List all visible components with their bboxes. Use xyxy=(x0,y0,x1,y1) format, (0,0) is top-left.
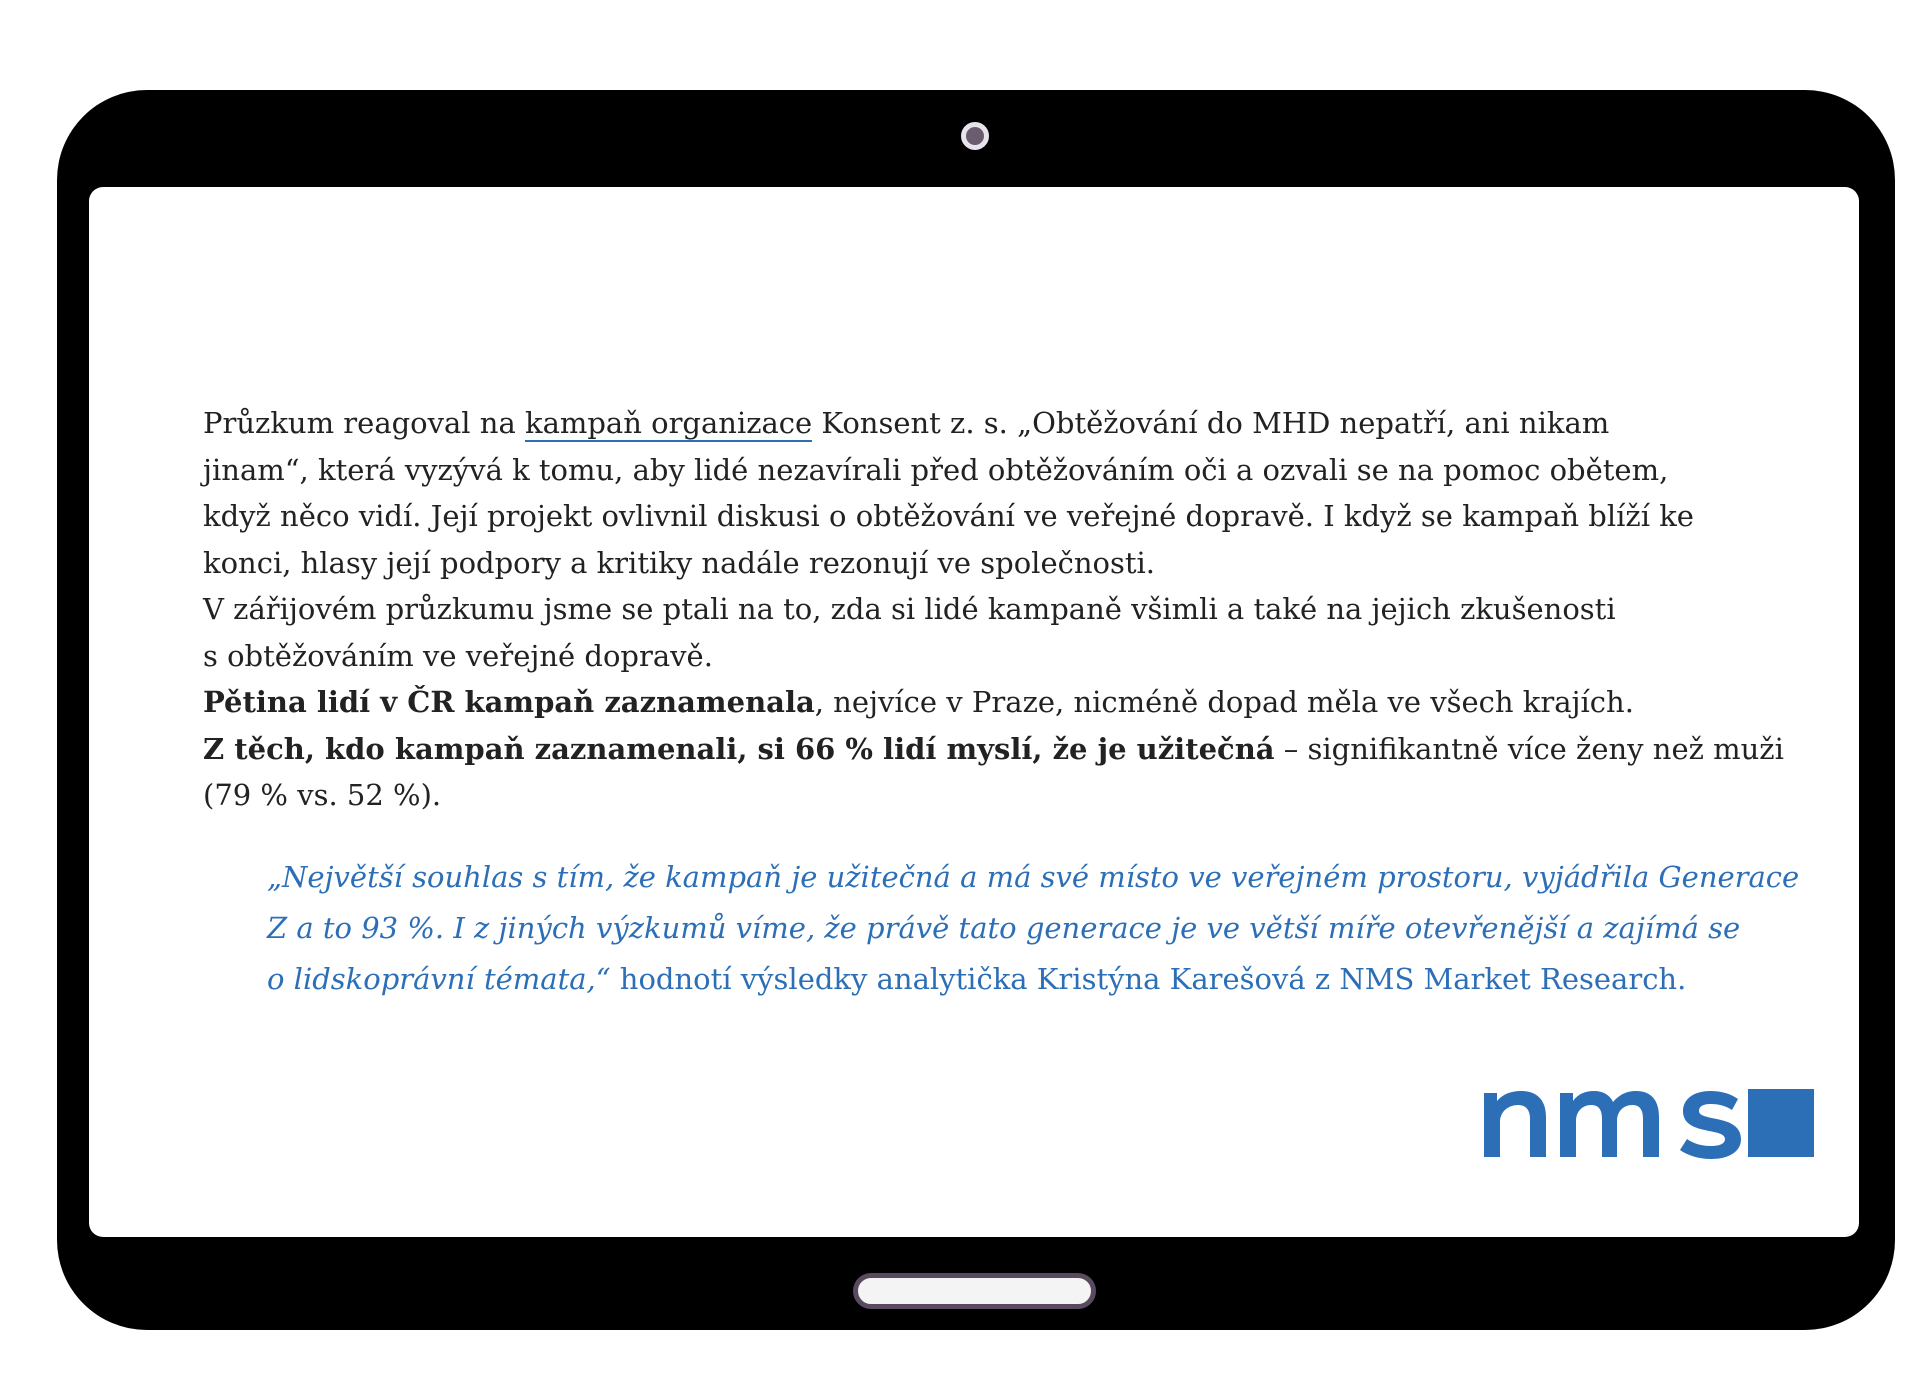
logo-square xyxy=(1748,1089,1814,1157)
nms-logo xyxy=(1484,1079,1814,1161)
quote-italic: o lidskoprávní témata,“ xyxy=(267,962,611,996)
logo-letter-n xyxy=(1484,1091,1546,1157)
paragraph-line xyxy=(203,679,1763,726)
paragraph-awareness xyxy=(203,679,1763,726)
quote-line: „Největší souhlas s tím, že kampaň je užitečná a má své místo ve veřejném prostoru, vyjádřila Generace xyxy=(267,860,1800,894)
paragraph-usefulness xyxy=(203,726,1784,819)
paragraph-line xyxy=(203,726,1784,773)
paragraph-line: V zářijovém průzkumu jsme se ptali na to, zda si lidé kampaně všimli a také na jejich zkušenosti xyxy=(203,592,1616,626)
text-fragment: , nejvíce v Praze, nicméně dopad měla ve všech krajích. xyxy=(814,685,1634,719)
logo-letter-s xyxy=(1680,1091,1741,1159)
text-fragment: – signifikantně více ženy než muži xyxy=(1274,731,1784,766)
text-fragment: Průzkum reagoval na xyxy=(203,406,525,440)
camera-icon xyxy=(961,122,989,150)
bold-highlight: Z těch, kdo kampaň zaznamenali, si 66 % lidí myslí, že je užitečná xyxy=(203,731,1275,766)
paragraph-line: když něco vidí. Její projekt ovlivnil diskusi o obtěžování ve veřejné dopravě. I když se kampaň blíží ke xyxy=(203,499,1694,533)
quote-line xyxy=(267,954,1737,1005)
logo-letter-m xyxy=(1560,1091,1659,1157)
tablet-screen xyxy=(89,187,1859,1237)
quote-attribution: hodnotí výsledky analytička Kristýna Karešová z NMS Market Research. xyxy=(610,962,1687,996)
paragraph-survey xyxy=(203,586,1763,679)
text-fragment: Konsent z. s. „Obtěžování do MHD nepatří, ani nikam xyxy=(812,406,1610,440)
paragraph-line: (79 % vs. 52 %). xyxy=(203,778,442,812)
analyst-quote xyxy=(267,852,1800,1005)
bold-highlight: Pětina lidí v ČR kampaň zaznamenala xyxy=(203,685,815,719)
paragraph-line: konci, hlasy její podpory a kritiky nadále rezonují ve společnosti. xyxy=(203,545,1156,580)
paragraph-campaign-intro xyxy=(203,400,1763,586)
campaign-link[interactable]: kampaň organizace xyxy=(525,406,813,440)
paragraph-line xyxy=(203,400,1763,447)
article-text xyxy=(203,400,1784,819)
paragraph-line: s obtěžováním ve veřejné dopravě. xyxy=(203,638,713,673)
quote-line: Z a to 93 %. I z jiných výzkumů víme, že právě tato generace je ve větší míře otevřenější a zajímá se xyxy=(267,911,1741,945)
paragraph-line: jinam“, která vyzývá k tomu, aby lidé nezavírali před obtěžováním oči a ozvali se na pomoc obětem, xyxy=(203,452,1669,487)
home-button[interactable] xyxy=(853,1273,1096,1309)
